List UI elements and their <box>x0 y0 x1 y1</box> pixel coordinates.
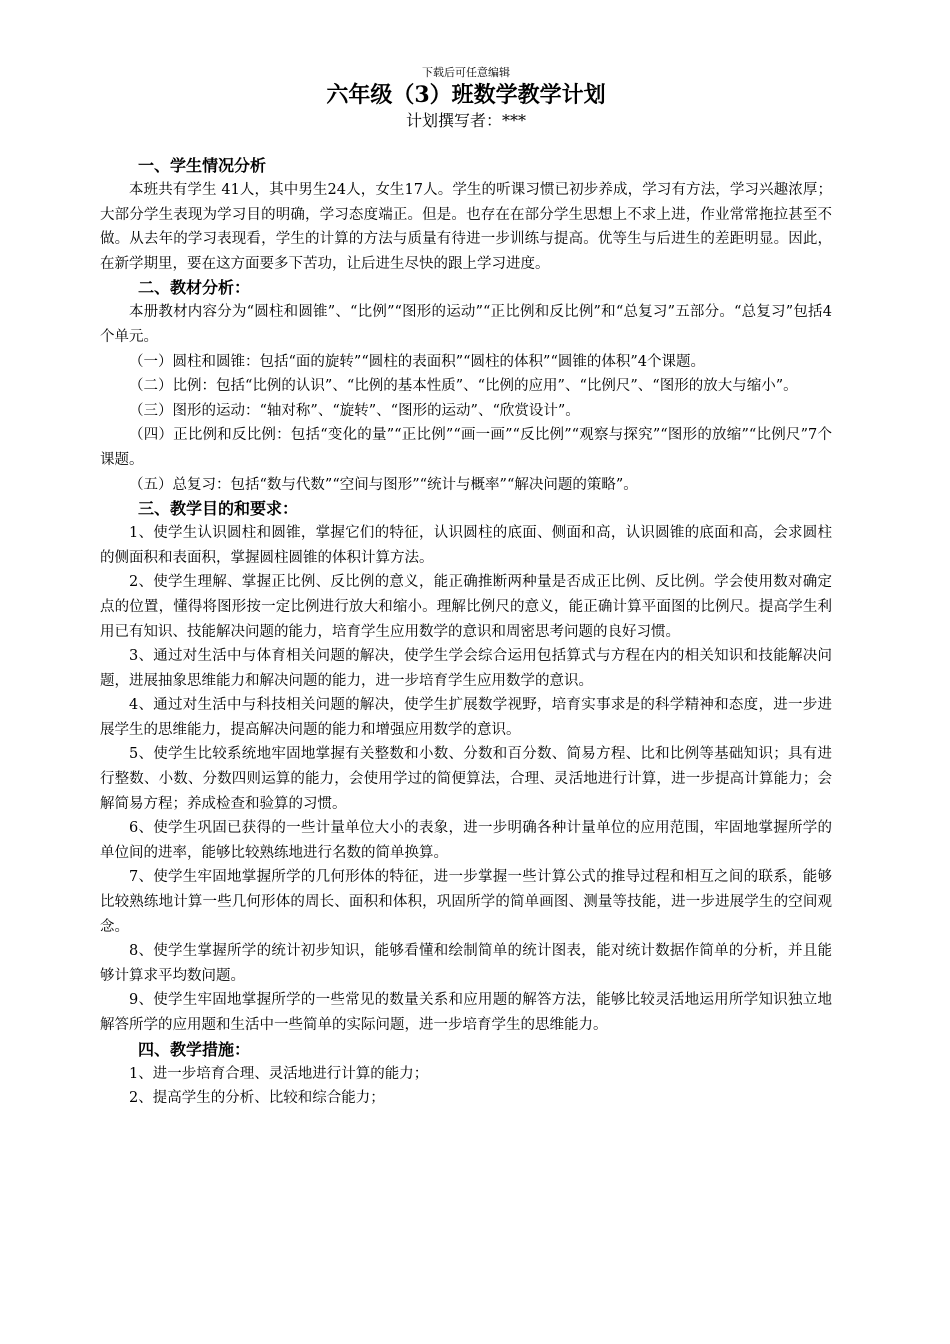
section-paragraph: 7、使学生牢固地掌握所学的几何形体的特征，进一步掌握一些计算公式的推导过程和相互之间的联系，能够比较熟练地计算一些几何形体的周长、面积和体积，巩固所学的简单画图、测量等技能，进一步进展学生的空间观念。 <box>100 869 832 935</box>
section-heading: 一、学生情况分析 <box>138 156 267 175</box>
document-body <box>100 154 832 1111</box>
section-paragraph: （三）图形的运动：“轴对称”、“旋转”、“图形的运动”、“欣赏设计”。 <box>129 402 580 419</box>
section-paragraph: 3、通过对生活中与体育相关问题的解决，使学生学会综合运用包括算式与方程在内的相关知识和技能解决问题，进展抽象思维能力和解决问题的能力，进一步培育学生应用数学的意识。 <box>100 648 832 689</box>
section-paragraph: 5、使学生比较系统地牢固地掌握有关整数和小数、分数和百分数、简易方程、比和比例等基础知识；具有进行整数、小数、分数四则运算的能力，会使用学过的简便算法，合理、灵活地进行计算，进一步提高计算能力；会解简易方程；养成检查和验算的习惯。 <box>100 746 832 812</box>
section-paragraph: 4、通过对生活中与科技相关问题的解决，使学生扩展数学视野，培育实事求是的科学精神和态度，进一步进展学生的思维能力，提高解决问题的能力和增强应用数学的意识。 <box>100 697 832 738</box>
section-paragraph: （五）总复习：包括“数与代数”“空间与图形”“统计与概率”“解决问题的策略”。 <box>129 476 638 493</box>
section-paragraph: 2、提高学生的分析、比较和综合能力； <box>129 1090 385 1107</box>
section-paragraph: 6、使学生巩固已获得的一些计量单位大小的表象，进一步明确各种计量单位的应用范围，牢固地掌握所学的单位间的进率，能够比较熟练地进行名数的简单换算。 <box>100 820 832 861</box>
document-title: 六年级（3）班数学教学计划 <box>326 82 606 108</box>
document-author: 计划撰写者：*** <box>405 111 526 130</box>
section-paragraph: 8、使学生掌握所学的统计初步知识，能够看懂和绘制简单的统计图表，能对统计数据作简单的分析，并且能够计算求平均数问题。 <box>100 943 832 984</box>
section-paragraph: 本册教材内容分为“圆柱和圆锥”、“比例”“图形的运动”“正比例和反比例”和“总复习”五部分。“总复习”包括4个单元。 <box>100 304 832 345</box>
section-paragraph: 2、使学生理解、掌握正比例、反比例的意义，能正确推断两种量是否成正比例、反比例。学会使用数对确定点的位置，懂得将图形按一定比例进行放大和缩小。理解比例尺的意义，能正确计算平面图的比例尺。提高学生利用已有知识、技能解决问题的能力，培育学生应用数学的意识和周密思考问题的良好习惯。 <box>100 574 832 640</box>
section-heading: 三、教学目的和要求： <box>138 499 299 519</box>
section-paragraph: 9、使学生牢固地掌握所学的一些常见的数量关系和应用题的解答方法，能够比较灵活地运用所学知识独立地解答所学的应用题和生活中一些简单的实际问题，进一步培育学生的思维能力。 <box>100 992 832 1033</box>
download-note: 下载后可任意编辑 <box>422 66 510 79</box>
section-paragraph: （一）圆柱和圆锥：包括“面的旋转”“圆柱的表面积”“圆柱的体积”“圆锥的体积”4个课题。 <box>129 353 706 370</box>
section-heading: 二、教材分析： <box>138 278 251 298</box>
section-paragraph: 1、进一步培育合理、灵活地进行计算的能力； <box>129 1065 429 1082</box>
section-heading: 四、教学措施： <box>138 1039 251 1059</box>
section-paragraph: 本班共有学生 41人，其中男生24人，女生17人。学生的听课习惯已初步养成，学习有方法，学习兴趣浓厚；大部分学生表现为学习目的明确，学习态度端正。但是。也存在在部分学生思想上不求上进，作业常常拖拉甚至不做。从去年的学习表现看，学生的计算的方法与质量有待进一步训练与提高。优等生与后进生的差距明显。因此，在新学期里，要在这方面要多下苦功，让后进生尽快的跟上学习进度。 <box>100 182 832 272</box>
section-paragraph: 1、使学生认识圆柱和圆锥，掌握它们的特征，认识圆柱的底面、侧面和高，认识圆锥的底面和高，会求圆柱的侧面积和表面积，掌握圆柱圆锥的体积计算方法。 <box>100 525 832 566</box>
section-paragraph: （四）正比例和反比例：包括“变化的量”“正比例”“画一画”“反比例”“观察与探究”“图形的放缩”“比例尺”7个课题。 <box>100 427 832 468</box>
section-paragraph: （二）比例：包括“比例的认识”、“比例的基本性质”、“比例的应用”、“比例尺”、“图形的放大与缩小”。 <box>129 378 798 395</box>
